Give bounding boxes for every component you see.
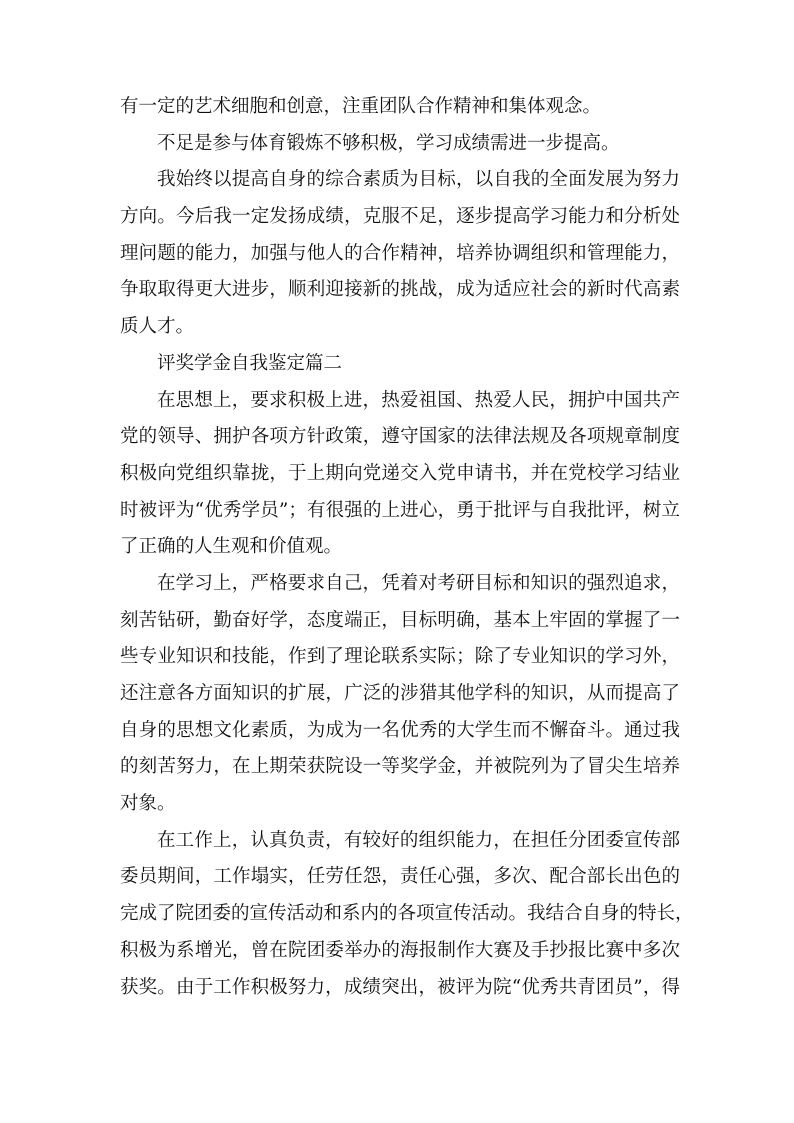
text-line: 争取取得更大进步，顺利迎接新的挑战，成为适应社会的新时代高素 [120, 279, 680, 301]
text-line: 在思想上，要求积极上进，热爱祖国、热爱人民，拥护中国共产 [157, 389, 680, 411]
text-line: 时被评为“优秀学员”；有很强的上进心，勇于批评与自我批评，树立 [120, 499, 680, 521]
text-line: 了正确的人生观和价值观。 [120, 536, 343, 558]
text-line: 获奖。由于工作积极努力，成绩突出，被评为院“优秀共青团员”，得 [120, 976, 680, 998]
text-line: 刻苦钻研，勤奋好学，态度端正，目标明确，基本上牢固的掌握了一 [120, 609, 680, 631]
text-line: 我始终以提高自身的综合素质为目标，以自我的全面发展为努力 [157, 169, 680, 191]
text-line: 委员期间，工作塌实，任劳任怨，责任心强，多次、配合部长出色的 [120, 866, 680, 888]
text-line: 党的领导、拥护各项方针政策，遵守国家的法律法规及各项规章制度 [120, 426, 680, 448]
text-line: 质人才。 [120, 316, 195, 338]
text-line: 有一定的艺术细胞和创意，注重团队合作精神和集体观念。 [120, 96, 602, 117]
document-page [120, 89, 694, 1006]
text-line: 方向。今后我一定发扬成绩，克服不足，逐步提高学习能力和分析处 [120, 206, 680, 228]
text-line: 不足是参与体育锻炼不够积极，学习成绩需进一步提高。 [157, 132, 620, 154]
text-line: 的刻苦努力，在上期荣获院设一等奖学金，并被院列为了冒尖生培养 [120, 756, 680, 778]
text-line: 还注意各方面知识的扩展，广泛的涉猎其他学科的知识，从而提高了 [120, 683, 680, 704]
text-line: 完成了院团委的宣传活动和系内的各项宣传活动。我结合自身的特长， [120, 903, 694, 925]
text-line: 对象。 [120, 793, 176, 815]
text-line: 在学习上，严格要求自己，凭着对考研目标和知识的强烈追求， [157, 572, 680, 594]
text-line: 自身的思想文化素质，为成为一名优秀的大学生而不懈奋斗。通过我 [120, 719, 680, 741]
text-line: 理问题的能力，加强与他人的合作精神，培养协调组织和管理能力， [120, 242, 680, 264]
text-line: 在工作上，认真负责，有较好的组织能力，在担任分团委宣传部 [157, 829, 680, 851]
text-line: 些专业知识和技能，作到了理论联系实际；除了专业知识的学习外， [120, 646, 680, 668]
text-line: 积极向党组织靠拢，于上期向党递交入党申请书，并在党校学习结业 [120, 462, 680, 484]
section-heading: 评奖学金自我鉴定篇二 [157, 352, 343, 374]
text-line: 积极为系增光，曾在院团委举办的海报制作大赛及手抄报比赛中多次 [120, 939, 680, 961]
